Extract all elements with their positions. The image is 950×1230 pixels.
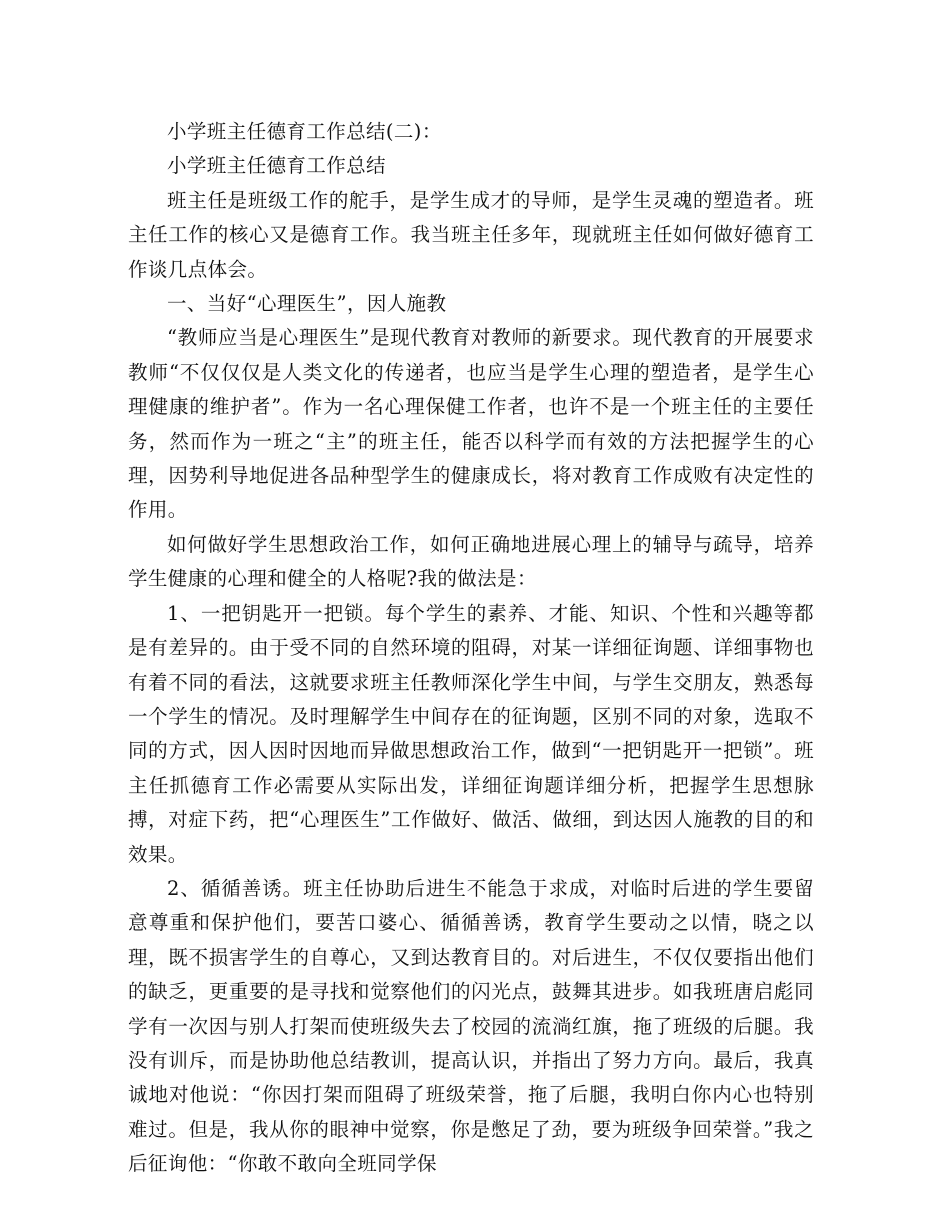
document-title: 小学班主任德育工作总结(二)： bbox=[167, 120, 442, 143]
paragraph-point-1: 1、一把钥匙开一把锁。每个学生的素养、才能、知识、个性和兴趣等都是有差异的。由于受不同的自然环境的阻碍，对某一详细征询题、详细事物也有着不同的看法，这就要求班主任教师深化学生中间，与学生交朋友，熟悉每一个学生的情况。及时理解学生中间存在的征询题，区别不同的对象，选取不同的方式，因人因时因地而异做思想政治工作，做到“一把钥匙开一把锁”。班主任抓德育工作必需要从实际出发，详细征询题详细分析，把握学生思想脉搏，对症下药，把“心理医生”工作做好、做活、做细，到达因人施教的目的和效果。 bbox=[128, 601, 814, 866]
paragraph-point-2: 2、循循善诱。班主任协助后进生不能急于求成，对临时后进的学生要留意尊重和保护他们，要苦口婆心、循循善诱，教育学生要动之以情，晓之以理，既不损害学生的自尊心，又到达教育目的。对后进生，不仅仅要指出他们的缺乏，更重要的是寻找和觉察他们的闪光点，鼓舞其进步。如我班唐启彪同学有一次因与别人打架而使班级失去了校园的流淌红旗，拖了班级的后腿。我没有训斥，而是协助他总结教训，提高认识，并指出了努力方向。最后，我真诚地对他说：“你因打架而阻碍了班级荣誉，拖了后腿，我明白你内心也特别难过。但是，我从你的眼神中觉察，你是憋足了劲，要为班级争回荣誉。”我之后征询他：“你敢不敢向全班同学保 bbox=[128, 876, 814, 1176]
section-heading: 一、当好“心理医生”，因人施教 bbox=[167, 292, 447, 316]
paragraph: “教师应当是心理医生”是现代教育对教师的新要求。现代教育的开展要求教师“不仅仅仅是人类文化的传递者，也应当是学生心理的塑造者，是学生心理健康的维护者”。作为一名心理保健工作者，也许不是一个班主任的主要任务，然而作为一班之“主”的班主任，能否以科学而有效的方法把握学生的心理，因势利导地促进各品种型学生的健康成长，将对教育工作成败有决定性的作用。 bbox=[128, 326, 814, 522]
paragraph-intro: 班主任是班级工作的舵手，是学生成才的导师，是学生灵魂的塑造者。班主任工作的核心又是德育工作。我当班主任多年，现就班主任如何做好德育工作谈几点体会。 bbox=[128, 188, 814, 281]
paragraph: 如何做好学生思想政治工作，如何正确地进展心理上的辅导与疏导，培养学生健康的心理和健全的人格呢?我的做法是： bbox=[128, 532, 814, 591]
document-body bbox=[128, 115, 814, 1182]
document-subtitle: 小学班主任德育工作总结 bbox=[167, 154, 386, 178]
